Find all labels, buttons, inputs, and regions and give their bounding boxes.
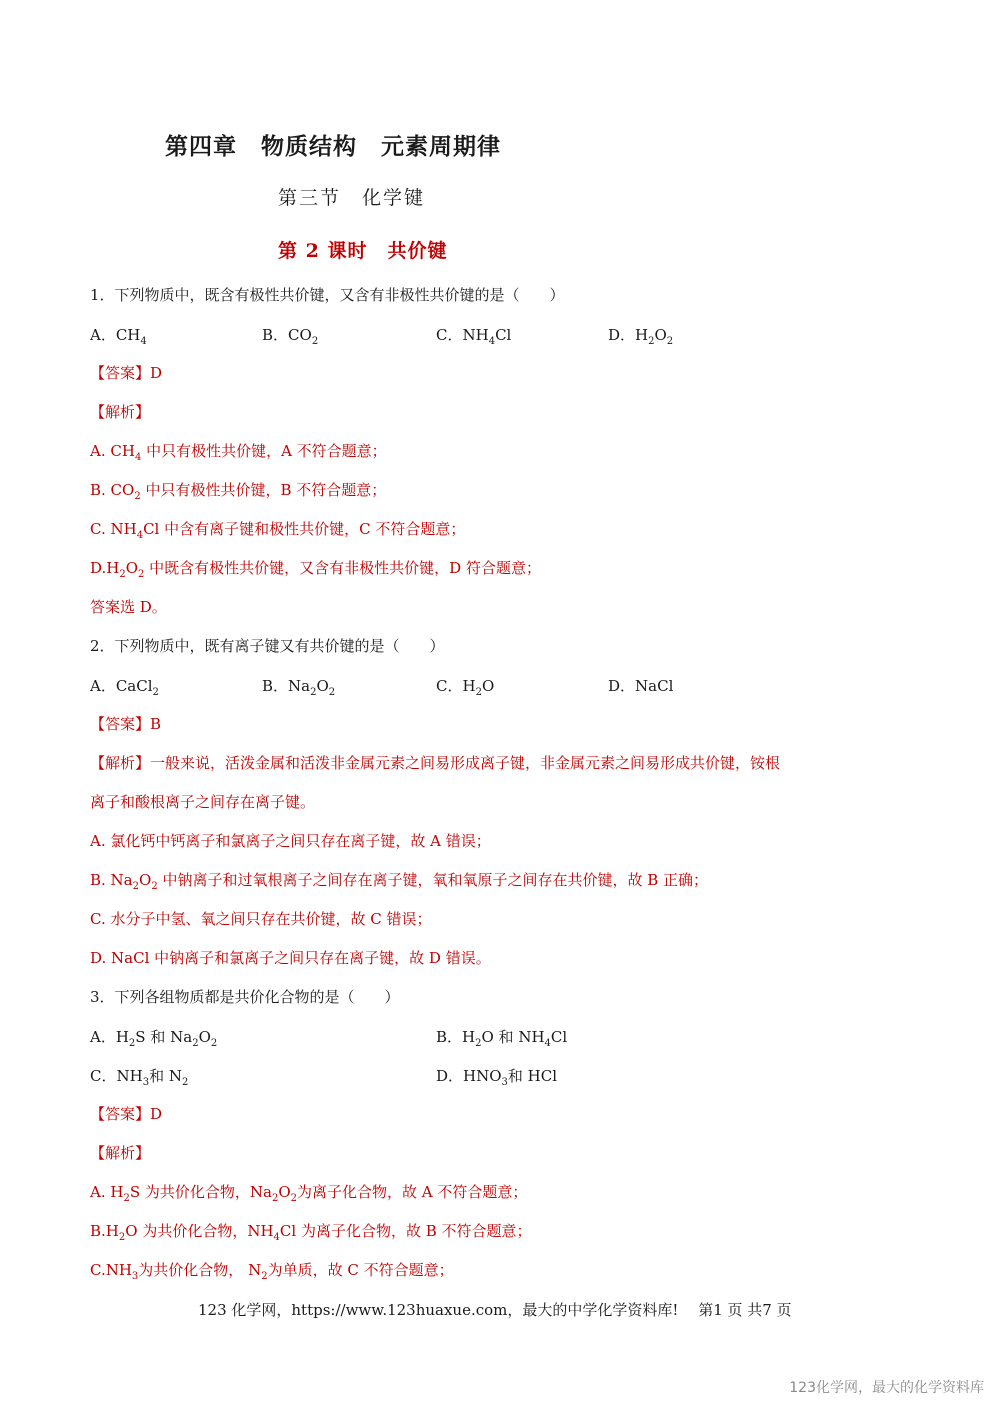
q3-option-a: A．$H_2S$ 和 $Na_2O_2$	[90, 1028, 218, 1049]
q1-option-b: B．$CO_2$	[262, 326, 319, 347]
q3-analysis-c: $C.NH_3$为共价化合物， $N_2$为单质，故 C 不符合题意；	[90, 1261, 454, 1282]
q1-option-a: A．$CH_4$	[90, 326, 147, 347]
q2-option-b: B．$Na_2O_2$	[262, 677, 336, 698]
q2-analysis-c: C. 水分子中氢、氧之间只存在共价键，故 C 错误；	[90, 910, 432, 928]
q1-analysis-c: C. $NH_4Cl$ 中含有离子键和极性共价键，C 不符合题意；	[90, 520, 466, 541]
q2-answer: 【答案】B	[90, 715, 162, 733]
q3-option-c: C．$NH_3$和 $N_2$	[90, 1067, 189, 1088]
q1-conclusion: 答案选 D。	[90, 598, 167, 616]
q2-analysis-d: D. NaCl 中钠离子和氯离子之间只存在离子键，故 D 错误。	[90, 949, 491, 967]
site-watermark: 123化学网，最大的化学资料库	[789, 1380, 984, 1396]
q1-answer: 【答案】D	[90, 364, 163, 382]
q3-analysis-b: $B.H_2O$ 为共价化合物，$NH_4Cl$ 为离子化合物，故 B 不符合题意；	[90, 1222, 532, 1243]
q2-analysis-intro: 【解析】一般来说，活泼金属和活泼非金属元素之间易形成离子键，非金属元素之间易形成共价键，铵根	[90, 754, 781, 772]
q1-option-d: D．$H_2O_2$	[608, 326, 674, 347]
q1-stem: 1．下列物质中，既含有极性共价键，又含有非极性共价键的是（ ）	[90, 286, 565, 304]
q3-option-b: B．$H_2O$ 和 $NH_4Cl$	[436, 1028, 568, 1049]
q1-option-c: C．$NH_4Cl$	[436, 326, 512, 347]
lesson-title: 第 2 课时 共价键	[278, 240, 448, 262]
page-footer: 123 化学网，https://www.123huaxue.com，最大的中学化学资料库! 第1 页 共7 页	[198, 1301, 792, 1319]
q1-analysis-label: 【解析】	[90, 403, 151, 421]
chapter-title: 第四章 物质结构 元素周期律	[165, 134, 501, 160]
q2-option-d: D．NaCl	[608, 677, 674, 695]
q2-analysis-a: A. 氯化钙中钙离子和氯离子之间只存在离子键，故 A 错误；	[90, 832, 491, 850]
q3-stem: 3．下列各组物质都是共价化合物的是（ ）	[90, 988, 400, 1006]
q1-analysis-a: A. $CH_4$ 中只有极性共价键，A 不符合题意；	[90, 442, 387, 463]
q2-stem: 2．下列物质中，既有离子键又有共价键的是（ ）	[90, 637, 445, 655]
q2-option-a: A．CaCl$_2$	[90, 677, 159, 698]
q2-analysis-intro-cont: 离子和酸根离子之间存在离子键。	[90, 793, 316, 811]
q3-analysis-a: A. $H_2S$ 为共价化合物，$Na_2O_2$为离子化合物，故 A 不符合题意；	[90, 1183, 528, 1204]
q3-option-d: D．$HNO_3$和 HCl	[436, 1067, 558, 1088]
q3-analysis-label: 【解析】	[90, 1144, 151, 1162]
section-title: 第三节 化学键	[278, 187, 426, 209]
q3-answer: 【答案】D	[90, 1105, 163, 1123]
q2-option-c: C．$H_2O$	[436, 677, 495, 698]
q2-analysis-b: B. $Na_2O_2$ 中钠离子和过氧根离子之间存在离子键，氧和氧原子之间存在共价键，故 B 正确；	[90, 871, 709, 892]
q1-analysis-d: $D.H_2O_2$ 中既含有极性共价键，又含有非极性共价键，D 符合题意；	[90, 559, 541, 580]
q1-analysis-b: B. $CO_2$ 中只有极性共价键，B 不符合题意；	[90, 481, 387, 502]
